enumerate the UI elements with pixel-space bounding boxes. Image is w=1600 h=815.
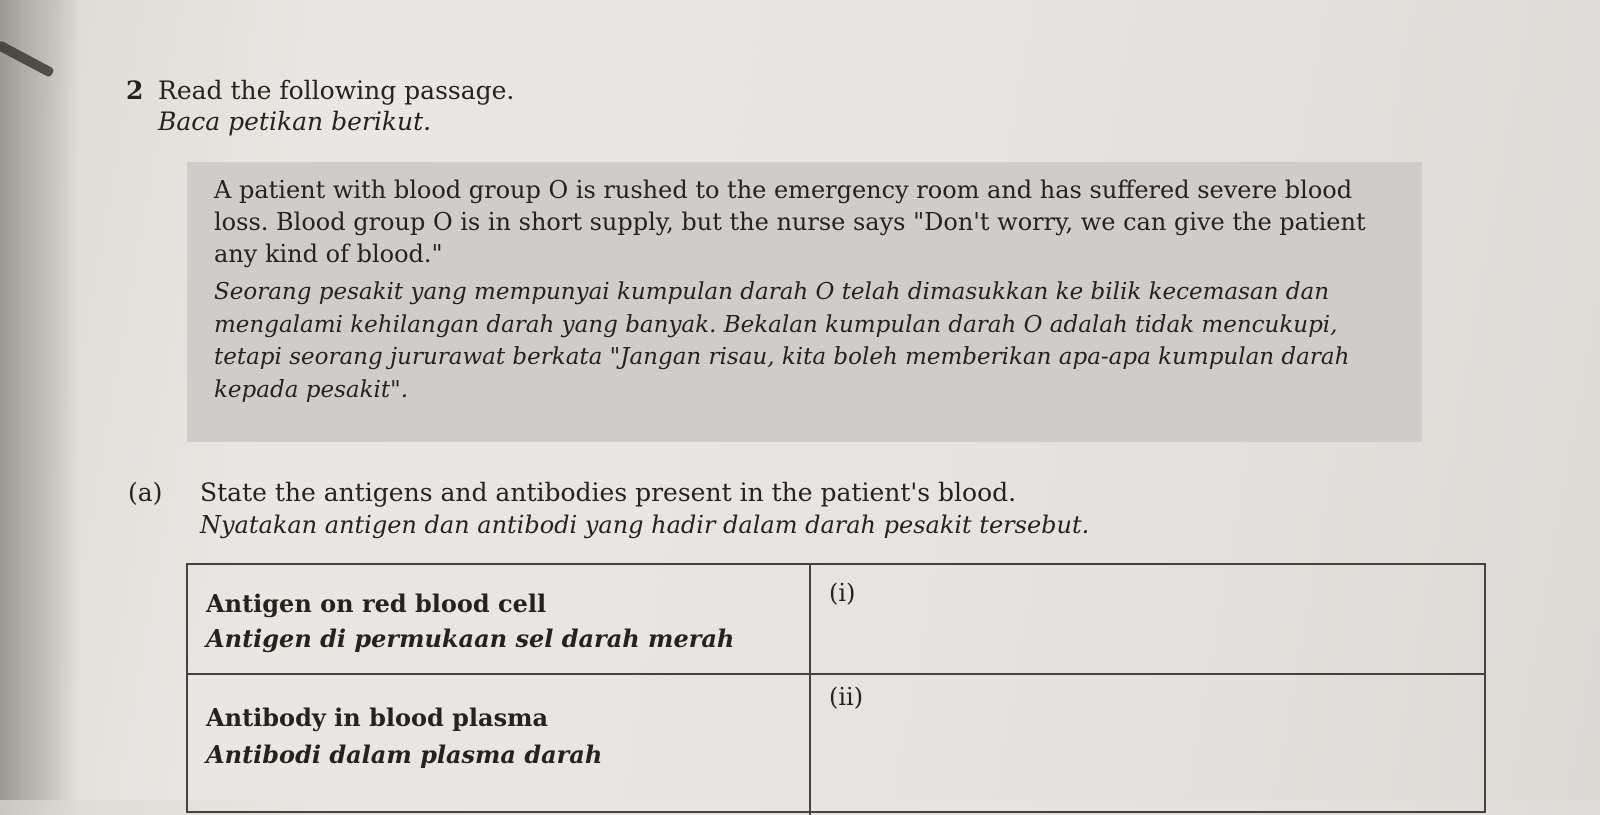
part-a-label: (a) [128,478,163,507]
antigen-label-english: Antigen on red blood cell [206,589,547,618]
book-spine-shadow [0,0,80,800]
question-instruction-malay: Baca petikan berikut. [158,107,432,136]
passage-malay: Seorang pesakit yang mempunyai kumpulan darah O telah dimasukkan ke bilik kecemasan dan mengalami kehilangan darah yang banyak. Bekalan kumpulan darah O adalah tidak mencukupi, tetapi seorang jururawat berkata "Jangan risau, kita boleh memberikan apa-apa kumpulan darah kepada pesakit". [214,279,1350,403]
passage-english: A patient with blood group O is rushed to the emergency room and has suffered severe blood loss. Blood group O is in short supply, but the nurse says "Don't worry, we can give the patient any kind of blood." [214,176,1366,268]
answer-table [186,563,1486,813]
antigen-label-malay: Antigen di permukaan sel darah merah [206,624,735,653]
answer-index-ii: (ii) [829,683,864,711]
antibody-label-english: Antibody in blood plasma [206,703,549,732]
question-number: 2 [126,76,144,105]
antibody-answer-cell[interactable] [811,675,1484,815]
table-row-antigen [188,565,1484,675]
antibody-label-malay: Antibodi dalam plasma darah [206,740,603,769]
part-a-question-malay: Nyatakan antigen dan antibodi yang hadir dalam darah pesakit tersebut. [200,511,1090,539]
question-instruction-english: Read the following passage. [158,76,515,105]
antigen-label-cell [188,565,811,673]
antigen-answer-cell[interactable] [811,565,1484,673]
passage-box [187,162,1422,442]
answer-index-i: (i) [829,579,856,607]
table-row-antibody [188,675,1484,815]
antibody-label-cell [188,675,811,815]
part-a-question-english: State the antigens and antibodies present in the patient's blood. [200,478,1017,507]
